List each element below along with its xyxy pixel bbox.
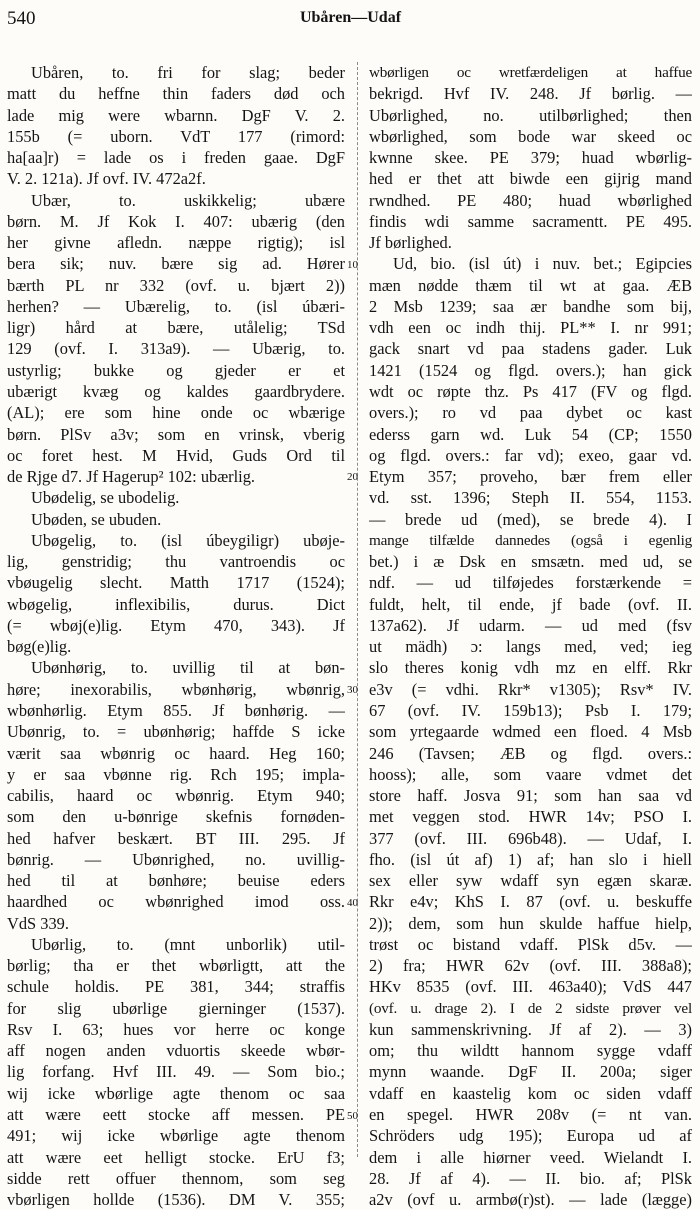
text-line: 155b (= uborn. VdT 177 (rimord:	[7, 126, 345, 146]
text-line: — brede ud (med), se brede 4). I	[369, 509, 692, 529]
text-line: met veggen stod. HWR 14v; PSO I.	[369, 807, 692, 827]
text-line: matt du heffne thin faders død och	[7, 84, 345, 104]
text-line: børn. M. Jf Kok I. 407: ubærig (den	[7, 211, 345, 231]
text-line: de Rjge d7. Jf Hagerup² 102: ubærlig.	[7, 467, 256, 487]
line-number: 10	[347, 258, 358, 271]
text-line: børlig; tha er thet wbørligtt, att the	[7, 956, 345, 976]
text-line: hooss); alle, som vaare vdmet det	[369, 764, 692, 784]
text-line: hed er thet att biwde een gijrig mand	[369, 169, 692, 189]
text-line: vbørligen hollde (1536). DM V. 355;	[7, 1190, 345, 1210]
text-line: 129 (ovf. I. 313a9). — Ubærig, to.	[7, 339, 345, 359]
text-line: dem i alle hiørner veed. Wielandt I.	[369, 1147, 692, 1167]
text-line: her givne afledn. næppe rigtig); isl	[7, 233, 345, 253]
text-line: Schröders udg 195); Europa ud af	[369, 1126, 692, 1146]
text-line: 377 (ovf. III. 696b48). — Udaf, I.	[369, 828, 692, 848]
text-line: 2) fra; HWR 62v (ovf. III. 388a8);	[369, 956, 692, 976]
text-line: som den u-bønrige skefnis fornøden-	[7, 807, 345, 827]
text-line: hed hafver beskært. BT III. 295. Jf	[7, 828, 345, 848]
running-head: Ubåren—Udaf	[299, 9, 402, 26]
text-line: kwnne skee. PE 379; huad wbørlig-	[369, 148, 692, 168]
text-line: fuldt, helt, til ende, jf bade (ovf. II.	[369, 594, 692, 614]
text-line: 67 (ovf. IV. 159b13); Psb I. 179;	[369, 700, 692, 720]
text-line: vbøugelig slecht. Matth 1717 (1524);	[7, 573, 345, 593]
text-line: store haff. Josva 91; som han saa vd	[369, 786, 692, 806]
text-line: aff nogen anden vduortis skeede wbør-	[7, 1041, 345, 1061]
text-line: en spegel. HWR 208v (= nt van.	[369, 1105, 692, 1125]
text-line: Ubåren, to. fri for slag; beder	[31, 63, 345, 82]
text-line: a2v (ovf u. armbø(r)st). — lade (lægge)	[369, 1190, 692, 1210]
text-line: Ubødelig, se ubodelig.	[31, 488, 180, 508]
text-line: Ubær, to. uskikkelig; ubære	[31, 190, 345, 210]
text-line: 2)); dem, som hun skulde haffue hielp,	[369, 913, 692, 933]
text-line: hed til at bønhøre; beuise eders	[7, 871, 345, 891]
text-line: wbønhørlig. Etym 855. Jf bønhørig. —	[7, 700, 345, 720]
text-line: gack snart vd paa stadens gader. Luk	[369, 339, 692, 359]
text-line: e3v (= vdhi. Rkr* v1305); Rsv* IV.	[369, 679, 692, 699]
text-line: lade mig were wbarnn. DgF V. 2.	[7, 105, 345, 125]
line-number: 40	[347, 896, 358, 909]
text-line: (AL); ere som hine onde oc wbærige	[7, 403, 345, 423]
text-line: Ubønhørig, to. uvillig til at bøn-	[31, 658, 345, 678]
text-line: bekrigd. Hvf IV. 248. Jf børlig. —	[369, 84, 692, 104]
text-line: vdh een oc indh thij. PL** I. nr 991;	[369, 318, 692, 338]
text-line: Rkr e4v; KhS I. 87 (ovf. u. beskuffe	[369, 892, 692, 912]
text-line: lig forfang. Hvf III. 49. — Som bio.;	[7, 1062, 345, 1082]
text-line: cabilis, haard oc wbønrig. Etym 940;	[7, 786, 345, 806]
text-line: slo theres konig vdh mz en elff. Rkr	[369, 658, 692, 678]
text-line: 1421 (1524 og flgd. overs.); han gick	[369, 360, 692, 380]
text-line: som yrtegaarde wdmed een floed. 4 Msb	[369, 722, 692, 742]
column-divider	[357, 62, 359, 1157]
text-line: trøst oc bistand vdaff. PlSk d5v. —	[369, 934, 692, 954]
text-line: Etym 357; proveho, bær frem eller	[369, 467, 692, 487]
text-line: y er saa vbønne rig. Rch 195; impla-	[7, 764, 345, 784]
text-line: 2 Msb 1239; saa ær bandhe som bij,	[369, 296, 692, 316]
text-line: Ubørlig, to. (mnt unborlik) util-	[31, 934, 345, 954]
text-line: sex eller syw wdaff syn egæn skaræ.	[369, 871, 692, 891]
text-line: schule holdis. PE 381, 344; straffis	[7, 977, 345, 997]
line-number: 30	[347, 684, 358, 697]
text-line: bet.) i æ Dsk en smsætn. med ud, se	[369, 552, 692, 572]
text-line: haardhed oc wbønrighed imod oss.	[7, 892, 345, 912]
text-line: 137a62). Jf udarm. — ud med (fsv	[369, 615, 692, 635]
text-line: HKv 8535 (ovf. III. 463a40); VdS 447	[369, 977, 692, 997]
text-line: Ubøden, se ubuden.	[31, 509, 162, 529]
text-line: værit saa wbønrig oc haard. Heg 160;	[7, 743, 345, 763]
text-line: bera sik; nuv. bære sig ad. Hører	[7, 254, 345, 274]
text-line: att wære eett stocke aff messen. PE	[7, 1105, 345, 1125]
text-line: V. 2. 121a). Jf ovf. IV. 472a2f.	[7, 169, 206, 189]
text-line: Jf børlighed.	[369, 233, 452, 253]
text-line: wdt oc røpte thz. Ps 417 (FV og flgd.	[369, 381, 692, 401]
text-line: ha[aa]r) = lade os i freden gaae. DgF	[7, 148, 345, 168]
text-line: bærth PL nr 332 (ovf. u. bjært 2))	[7, 275, 345, 295]
text-line: ligr) hård at bære, utålelig; TSd	[7, 318, 345, 338]
text-line: ut mädh) ɔ: langs med, ved; ieg	[369, 637, 692, 657]
text-line: Rsv I. 63; hues vor herre oc konge	[7, 1019, 345, 1039]
text-line: overs.); ro vd paa dybet oc kast	[369, 403, 692, 423]
text-line: ndf. — ud tilføjedes forstærkende =	[369, 573, 692, 593]
text-line: lig, genstridig; thu vantroendis oc	[7, 552, 345, 572]
line-number: 20	[347, 471, 358, 484]
text-line: vdaff en kaastelig kom oc siden vdaff	[369, 1083, 692, 1103]
text-line: oc foret hest. M Hvid, Guds Ord til	[7, 445, 345, 465]
text-line: wbørligen oc wretfærdeligen at haffue	[369, 64, 692, 81]
text-line: børn. PlSv a3v; som en vrinsk, vberig	[7, 424, 345, 444]
text-line: mæn nødde thæm til wt at gaa. ÆB	[369, 275, 692, 295]
text-line: herhen? — Ubærelig, to. (isl úbæri-	[7, 296, 345, 316]
line-number: 50	[347, 1109, 358, 1122]
text-line: att wære eet helligt stocke. ErU f3;	[7, 1147, 345, 1167]
text-line: for slig ubørlige gierninger (1537).	[7, 998, 345, 1018]
text-line: fho. (isl út af) 1) af; han slo i hiell	[369, 849, 692, 869]
text-line: rwndhed. PE 480; huad wbørlighed	[369, 190, 692, 210]
text-line: høre; inexorabilis, wbønhørig, wbønrig,	[7, 679, 345, 699]
text-line: om; thu wildtt hannom sygge vdaff	[369, 1041, 692, 1061]
left-column	[7, 62, 345, 1210]
text-line: 491; wij icke wbørlige agte thenom	[7, 1126, 345, 1146]
right-column	[369, 62, 692, 1210]
text-line: findis wdi samme sacramentt. PE 495.	[369, 211, 692, 231]
text-line: vd. sst. 1396; Steph II. 554, 1153.	[369, 488, 692, 508]
text-line: bøg(e)lig.	[7, 637, 72, 657]
text-line: VdS 339.	[7, 913, 69, 933]
text-line: wbørlighed, som bode war skeed oc	[369, 126, 692, 146]
text-line: Ud, bio. (isl út) i nuv. bet.; Egipcies	[393, 254, 692, 274]
text-line: 246 (Tavsen; ÆB og flgd. overs.:	[369, 743, 692, 763]
text-line: ustyrlig; bukke og gjeder er et	[7, 360, 345, 380]
text-line: kun sammenskrivning. Jf af 2). — 3)	[369, 1019, 692, 1039]
text-line: (ovf. u. drage 2). I de 2 sidste prøver vel	[369, 999, 692, 1017]
text-line: mange tilfælde dannedes (også i egenlig	[369, 531, 692, 549]
page-number: 540	[7, 8, 36, 29]
text-line: Ubørlighed, no. utilbørlighed; then	[369, 105, 692, 125]
text-line: (= wbøj(e)lig. Etym 470, 343). Jf	[7, 615, 345, 635]
text-line: sidde rett offuer thennom, som seg	[7, 1168, 345, 1188]
text-line: ederss garn wd. Luk 54 (CP; 1550	[369, 424, 692, 444]
text-line: 28. Jf af 4). — II. bio. af; PlSk	[369, 1168, 692, 1188]
text-line: Ubøgelig, to. (isl úbeygiligr) ubøje-	[31, 530, 345, 550]
text-line: mynn waande. DgF II. 200a; siger	[369, 1062, 692, 1082]
text-line: wij icke wbørlige agte thenom oc saa	[7, 1083, 345, 1103]
text-line: Ubønrig, to. = ubønhørig; haffde S icke	[7, 722, 345, 742]
text-line: og flgd. overs.: far vd); exeo, gaar vd.	[369, 445, 692, 465]
page-header	[7, 8, 694, 38]
text-line: wbøgelig, inflexibilis, durus. Dict	[7, 594, 345, 614]
text-line: bønrig. — Ubønrighed, no. uvillig-	[7, 849, 345, 869]
text-line: ubærigt kvæg og kaldes gaardbrydere.	[7, 381, 345, 401]
